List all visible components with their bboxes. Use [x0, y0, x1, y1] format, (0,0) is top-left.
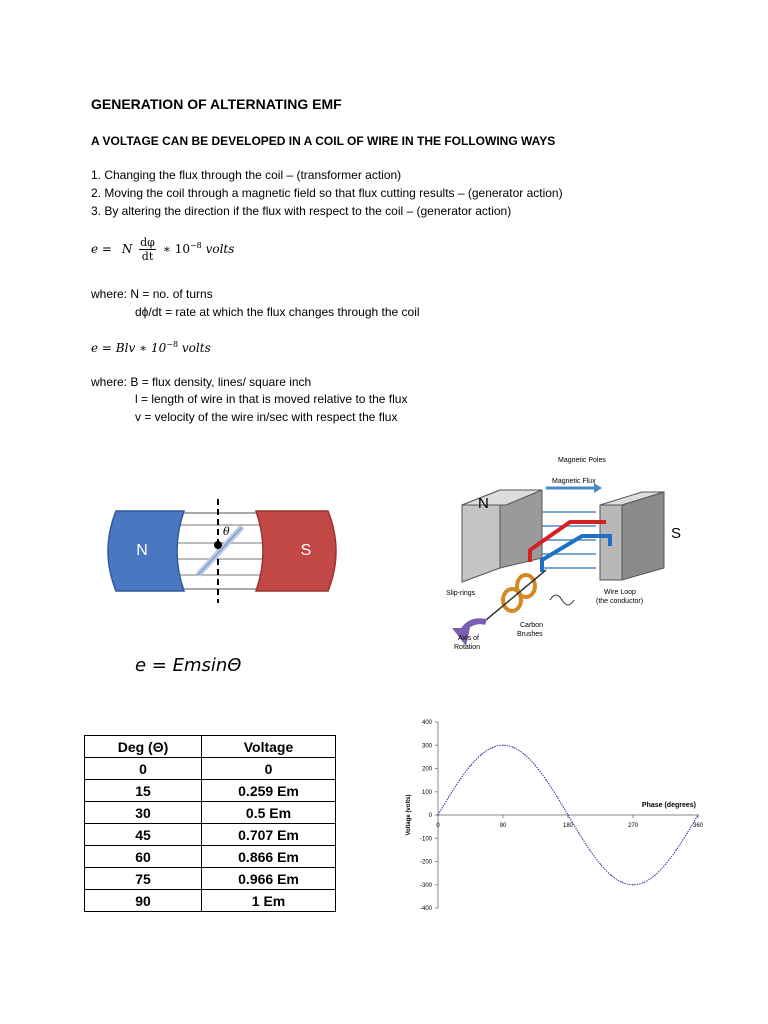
data-point — [600, 864, 601, 865]
where-text: dϕ/dt = rate at which the flux changes through the coil — [135, 305, 420, 319]
label-n: N — [478, 495, 489, 512]
data-point — [622, 882, 623, 883]
y-tick-label: -200 — [419, 859, 432, 866]
eq2-exponent: −8 — [166, 340, 179, 349]
y-tick-label: -400 — [419, 906, 432, 912]
x-tick-label: 0 — [436, 823, 440, 829]
equation-blv — [91, 340, 211, 355]
data-point — [611, 875, 612, 876]
voltage-cell: 0.259 Em — [202, 780, 336, 802]
table-row — [85, 802, 336, 824]
table-row — [85, 890, 336, 912]
data-point — [470, 765, 471, 766]
voltage-cell: 0.966 Em — [202, 868, 336, 890]
label-slip-rings: Slip-rings — [446, 590, 476, 597]
eq1-lhs: e = — [91, 242, 112, 256]
voltage-cell: 0.866 Em — [202, 846, 336, 868]
data-point — [697, 814, 698, 815]
label-wire-loop-sub: (the conductor) — [596, 598, 644, 605]
data-point — [459, 780, 460, 781]
eq1-denominator: dt — [141, 250, 154, 263]
data-point — [524, 754, 525, 755]
data-point — [632, 884, 633, 885]
x-tick-label: 90 — [499, 823, 507, 829]
degree-cell: 15 — [85, 780, 202, 802]
eq1-fraction — [139, 236, 156, 263]
y-axis-label: Voltage (volts) — [406, 794, 412, 836]
data-point — [589, 849, 590, 850]
data-point — [687, 833, 688, 834]
degree-cell: 60 — [85, 846, 202, 868]
table-row — [85, 780, 336, 802]
y-tick-label: 100 — [421, 789, 432, 796]
table-row — [85, 846, 336, 868]
where-text: where: B = flux density, lines/ square inch — [91, 375, 312, 389]
table-row — [85, 824, 336, 846]
eq2-unit: volts — [181, 341, 211, 355]
x-tick-label: 270 — [627, 823, 639, 829]
degree-cell: 90 — [85, 890, 202, 912]
eq1-unit: volts — [205, 242, 235, 256]
label-brushes: Brushes — [517, 631, 543, 638]
data-point — [437, 814, 438, 815]
data-point — [665, 864, 666, 865]
label-carbon: Carbon — [520, 622, 543, 629]
eq1-numerator: dφ — [140, 236, 155, 249]
voltage-cell: 0 — [202, 758, 336, 780]
data-point — [654, 875, 655, 876]
data-point — [546, 780, 547, 781]
data-point — [567, 814, 568, 815]
where-text: v = velocity of the wire in/sec with respect the flux — [135, 410, 398, 424]
degree-cell: 45 — [85, 824, 202, 846]
page-title: GENERATION OF ALTERNATING EMF — [91, 96, 342, 112]
data-point — [492, 747, 493, 748]
table-row — [85, 868, 336, 890]
table-header-cell: Deg (Θ) — [85, 736, 202, 758]
eq1-exponent: −8 — [189, 241, 202, 250]
table-header-cell: Voltage — [202, 736, 336, 758]
label-wire-loop: Wire Loop — [604, 589, 636, 596]
x-tick-label: 180 — [562, 823, 574, 829]
degree-voltage-table — [84, 735, 336, 912]
x-axis-label: Phase (degrees) — [641, 802, 696, 809]
y-tick-label: -300 — [419, 882, 432, 889]
south-label: S — [300, 542, 312, 559]
data-point — [502, 745, 503, 746]
data-point — [676, 849, 677, 850]
y-tick-label: 200 — [421, 766, 432, 773]
pivot-point — [214, 541, 222, 549]
list-item: 2. Moving the coil through a magnetic field so that flux cutting results – (generator action) — [91, 186, 563, 200]
y-tick-label: 0 — [428, 813, 432, 819]
theta-label: θ — [223, 525, 230, 538]
y-tick-label: 400 — [421, 720, 432, 726]
label-magnetic-poles: Magnetic Poles — [558, 457, 606, 464]
eq1-mult: ∗ 10 — [162, 242, 190, 256]
section-subtitle: A VOLTAGE CAN BE DEVELOPED IN A COIL OF WIRE IN THE FOLLOWING WAYS — [91, 134, 556, 148]
data-point — [448, 796, 449, 797]
y-tick-label: 300 — [421, 743, 432, 750]
equation-flux — [91, 236, 234, 263]
x-tick-label: 360 — [692, 823, 704, 829]
label-s: S — [671, 525, 682, 542]
y-tick-label: -100 — [419, 836, 432, 843]
where-text: where: N = no. of turns — [91, 287, 213, 301]
degree-cell: 0 — [85, 758, 202, 780]
data-point — [481, 754, 482, 755]
data-point — [578, 833, 579, 834]
south-magnet — [256, 511, 336, 591]
label-magnetic-flux: Magnetic Flux — [552, 478, 596, 485]
voltage-cell: 0.5 Em — [202, 802, 336, 824]
data-point — [557, 796, 558, 797]
table-row — [85, 758, 336, 780]
voltage-cell: 1 Em — [202, 890, 336, 912]
generator-diagram — [446, 450, 686, 655]
data-point — [535, 765, 536, 766]
table-header-row — [85, 736, 336, 758]
emf-formula: e = EmsinΘ — [135, 655, 242, 676]
magnet-diagram — [96, 495, 351, 607]
data-point — [513, 747, 514, 748]
where-text: l = length of wire in that is moved relative to the flux — [135, 392, 408, 406]
eq1-n: N — [121, 242, 133, 256]
degree-cell: 30 — [85, 802, 202, 824]
data-point — [643, 882, 644, 883]
sine-chart — [398, 712, 706, 914]
north-label: N — [136, 542, 148, 559]
list-item: 3. By altering the direction if the flux with respect to the coil – (generator action) — [91, 204, 512, 218]
right-pole-side — [622, 492, 664, 580]
label-axis-of: Axis of — [458, 635, 480, 642]
eq2-text: e = Blv ∗ 10 — [91, 341, 167, 355]
degree-cell: 75 — [85, 868, 202, 890]
voltage-cell: 0.707 Em — [202, 824, 336, 846]
label-rotation: Rotation — [454, 644, 481, 651]
list-item: 1. Changing the flux through the coil – (transformer action) — [91, 168, 402, 182]
